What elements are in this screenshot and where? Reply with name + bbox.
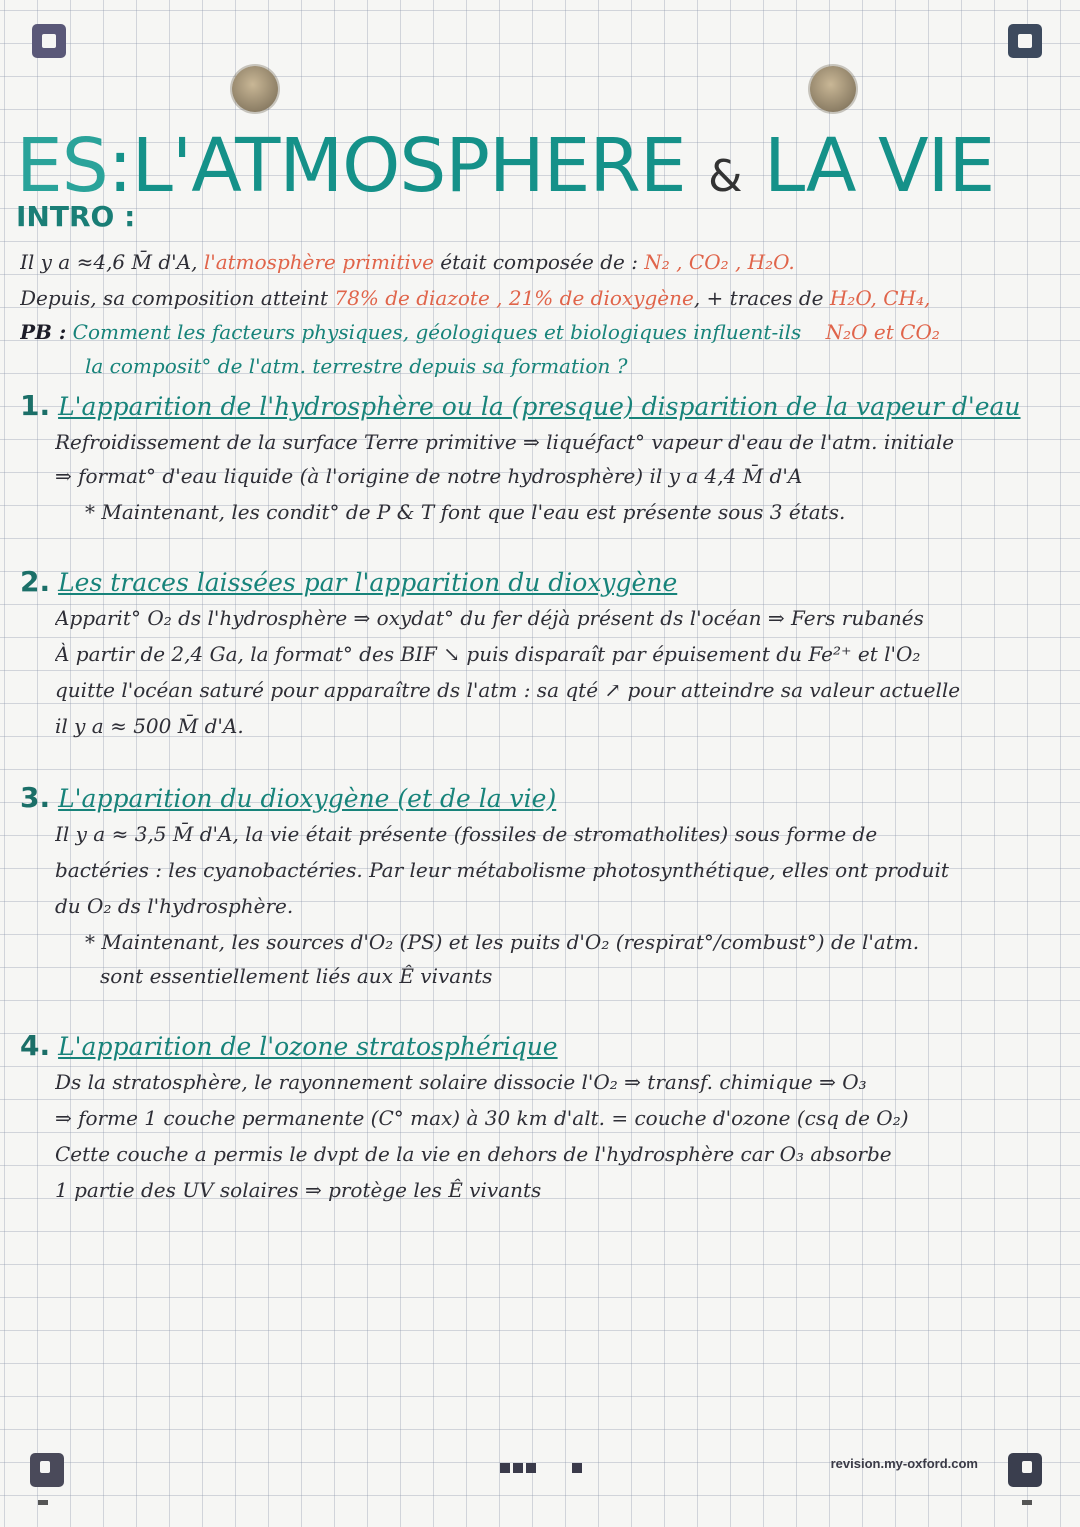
intro-highlight: 78% de diazote , 21% de dioxygène [334,286,694,310]
intro-text: était composée de : [440,250,638,274]
section-1-line-3: * Maintenant, les condit° de P & T font que l'eau est présente sous 3 états. [85,500,846,524]
intro-text: Il y a ≈4,6 M̄ d'A, [20,250,198,274]
punch-hole-left [232,66,278,112]
intro-label: INTRO : [16,200,136,233]
punch-hole-right [810,66,856,112]
section-2-line-4: il y a ≈ 500 M̄ d'A. [55,714,244,738]
section-3-line-4: * Maintenant, les sources d'O₂ (PS) et les puits d'O₂ (respirat°/combust°) de l'atm. [85,930,920,954]
title-end: LA VIE [763,123,995,209]
footer-site-url: revision.my-oxford.com [830,1456,978,1471]
section-4-line-2: ⇒ forme 1 couche permanente (C° max) à 30 km d'alt. = couche d'ozone (csq de O₂) [55,1106,909,1130]
intro-line-1 [20,248,1060,276]
section-1-title [20,390,1060,423]
corner-marker-top-left [32,24,66,58]
title-main: L'ATMOSPHERE [131,123,686,209]
section-4-title [20,1030,1060,1063]
section-number: 1. [20,390,51,422]
intro-formula: H₂O, CH₄, [829,286,931,310]
title-prefix: ES [16,123,108,209]
marker-bar-icon [38,1500,48,1505]
problem-label: PB : [20,320,67,344]
page-marker-dots [500,1458,585,1468]
section-3-line-5: sont essentiellement liés aux Ê vivants [100,964,493,988]
section-3-line-3: du O₂ ds l'hydrosphère. [55,894,294,918]
intro-highlight: l'atmosphère primitive [203,250,434,274]
intro-formula: N₂O et CO₂ [825,320,940,344]
section-3-title [20,782,1060,815]
corner-marker-bottom-left [30,1453,64,1487]
section-number: 4. [20,1030,51,1062]
section-1-line-2: ⇒ format° d'eau liquide (à l'origine de notre hydrosphère) il y a 4,4 M̄ d'A [55,464,803,488]
intro-text: , + traces de [693,286,824,310]
section-1-line-1: Refroidissement de la surface Terre primitive ⇒ liquéfact° vapeur d'eau de l'atm. initiale [55,430,955,454]
section-4-line-4: 1 partie des UV solaires ⇒ protège les Ê vivants [55,1178,542,1202]
intro-line-2 [20,284,1060,312]
section-3-line-2: bactéries : les cyanobactéries. Par leur métabolisme photosynthétique, elles ont produit [55,858,949,882]
intro-formula: N₂ , CO₂ , H₂O. [644,250,795,274]
section-4-line-3: Cette couche a permis le dvpt de la vie en dehors de l'hydrosphère car O₃ absorbe [55,1142,892,1166]
section-heading: L'apparition de l'ozone stratosphérique [58,1032,558,1061]
section-heading: L'apparition du dioxygène (et de la vie) [58,784,557,813]
corner-marker-bottom-right [1008,1453,1042,1487]
intro-line-3 [20,318,1060,346]
section-number: 2. [20,566,51,598]
section-heading: Les traces laissées par l'apparition du dioxygène [58,568,678,597]
problem-text: Comment les facteurs physiques, géologiques et biologiques influent-ils [72,320,802,344]
section-4-line-1: Ds la stratosphère, le rayonnement solaire dissocie l'O₂ ⇒ transf. chimique ⇒ O₃ [55,1070,867,1094]
intro-line-4 [85,352,1080,380]
section-heading: L'apparition de l'hydrosphère ou la (presque) disparition de la vapeur d'eau [58,392,1021,421]
problem-text: la composit° de l'atm. terrestre depuis sa formation ? [85,354,628,378]
page-title [16,118,1066,214]
marker-dot-icon [500,1463,510,1473]
section-2-line-3: quitte l'océan saturé pour apparaître ds l'atm : sa qté ↗ pour atteindre sa valeur actuelle [55,678,961,702]
marker-dot-icon [513,1463,523,1473]
section-3-line-1: Il y a ≈ 3,5 M̄ d'A, la vie était présente (fossiles de stromatholites) sous forme de [55,822,878,846]
marker-bar-icon [1022,1500,1032,1505]
title-separator: : [107,123,132,209]
intro-text: Depuis, sa composition atteint [20,286,329,310]
corner-marker-top-right [1008,24,1042,58]
marker-dot-icon [526,1463,536,1473]
section-2-line-1: Apparit° O₂ ds l'hydrosphère ⇒ oxydat° du fer déjà présent ds l'océan ⇒ Fers rubanés [55,606,924,630]
section-2-title [20,566,1060,599]
section-number: 3. [20,782,51,814]
section-2-line-2: À partir de 2,4 Ga, la format° des BIF ↘ puis disparaît par épuisement du Fe²⁺ et l'O₂ [55,642,921,666]
title-ampersand: & [708,151,742,202]
marker-dot-icon [572,1463,582,1473]
